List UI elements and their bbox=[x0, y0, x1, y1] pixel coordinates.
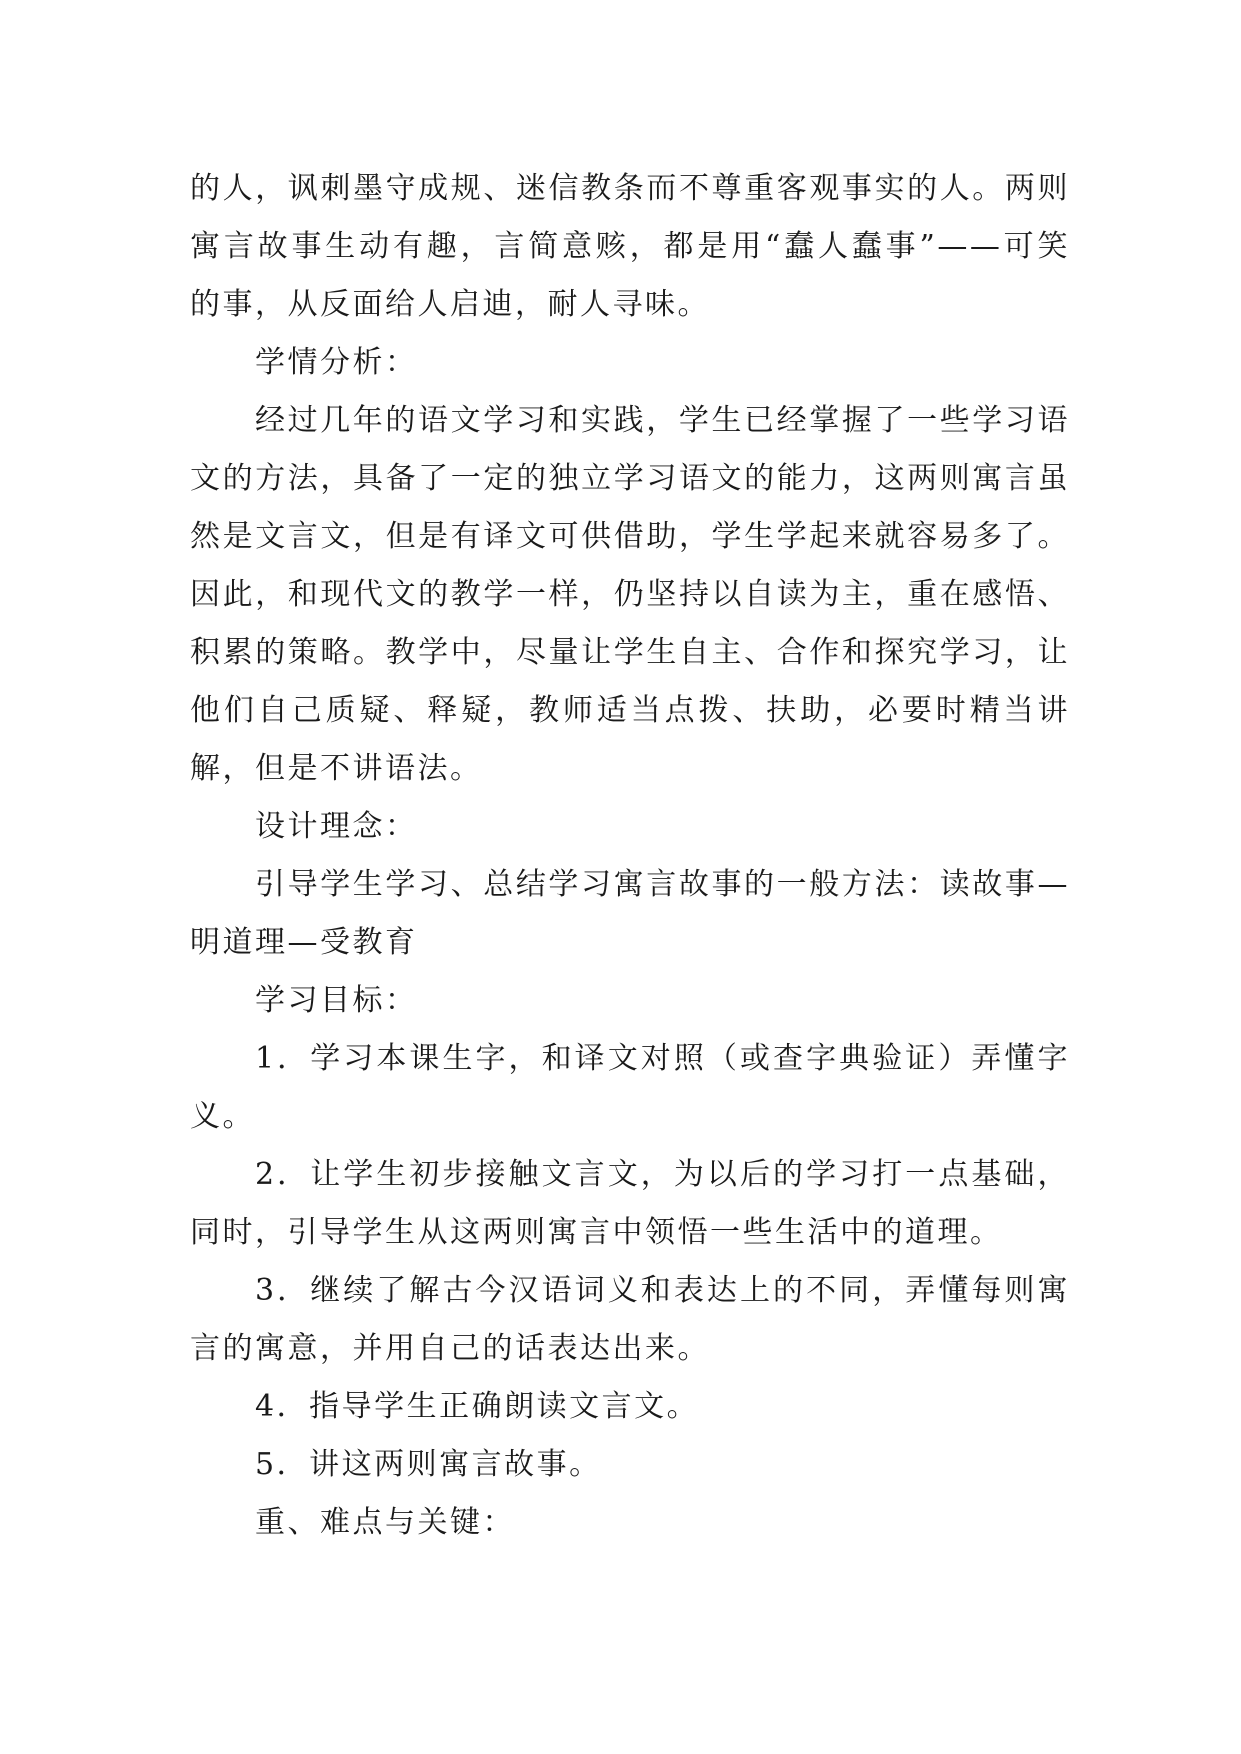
goal-item-2: 2．让学生初步接触文言文，为以后的学习打一点基础，同时，引导学生从这两则寓言中领悟一些生活中的道理。 bbox=[190, 1157, 1070, 1250]
goal-item-1: 1．学习本课生字，和译文对照（或查字典验证）弄懂字义。 bbox=[190, 1041, 1070, 1134]
paragraph-design-concept: 引导学生学习、总结学习寓言故事的一般方法：读故事—明道理—受教育 bbox=[190, 867, 1070, 960]
heading-student-analysis: 学情分析： bbox=[255, 345, 418, 380]
paragraph-student-analysis: 经过几年的语文学习和实践，学生已经掌握了一些学习语文的方法，具备了一定的独立学习语文的能力，这两则寓言虽然是文言文，但是有译文可供借助，学生学起来就容易多了。因此，和现代文的教学一样，仍坚持以自读为主，重在感悟、积累的策略。教学中，尽量让学生自主、合作和探究学习，让他们自己质疑、释疑，教师适当点拨、扶助，必要时精当讲解，但是不讲语法。 bbox=[190, 403, 1070, 786]
document-page bbox=[190, 160, 1070, 1552]
heading-design-concept: 设计理念： bbox=[255, 809, 418, 844]
paragraph-intro-continued: 的人，讽刺墨守成规、迷信教条而不尊重客观事实的人。两则寓言故事生动有趣，言简意赅，都是用“蠢人蠢事”——可笑的事，从反面给人启迪，耐人寻味。 bbox=[190, 171, 1070, 322]
heading-learning-goals: 学习目标： bbox=[255, 983, 418, 1018]
heading-key-points: 重、难点与关键： bbox=[255, 1505, 515, 1540]
goal-item-4: 4．指导学生正确朗读文言文。 bbox=[255, 1389, 700, 1424]
goal-item-5: 5．讲这两则寓言故事。 bbox=[255, 1447, 602, 1482]
goal-item-3: 3．继续了解古今汉语词义和表达上的不同，弄懂每则寓言的寓意，并用自己的话表达出来。 bbox=[190, 1273, 1070, 1366]
